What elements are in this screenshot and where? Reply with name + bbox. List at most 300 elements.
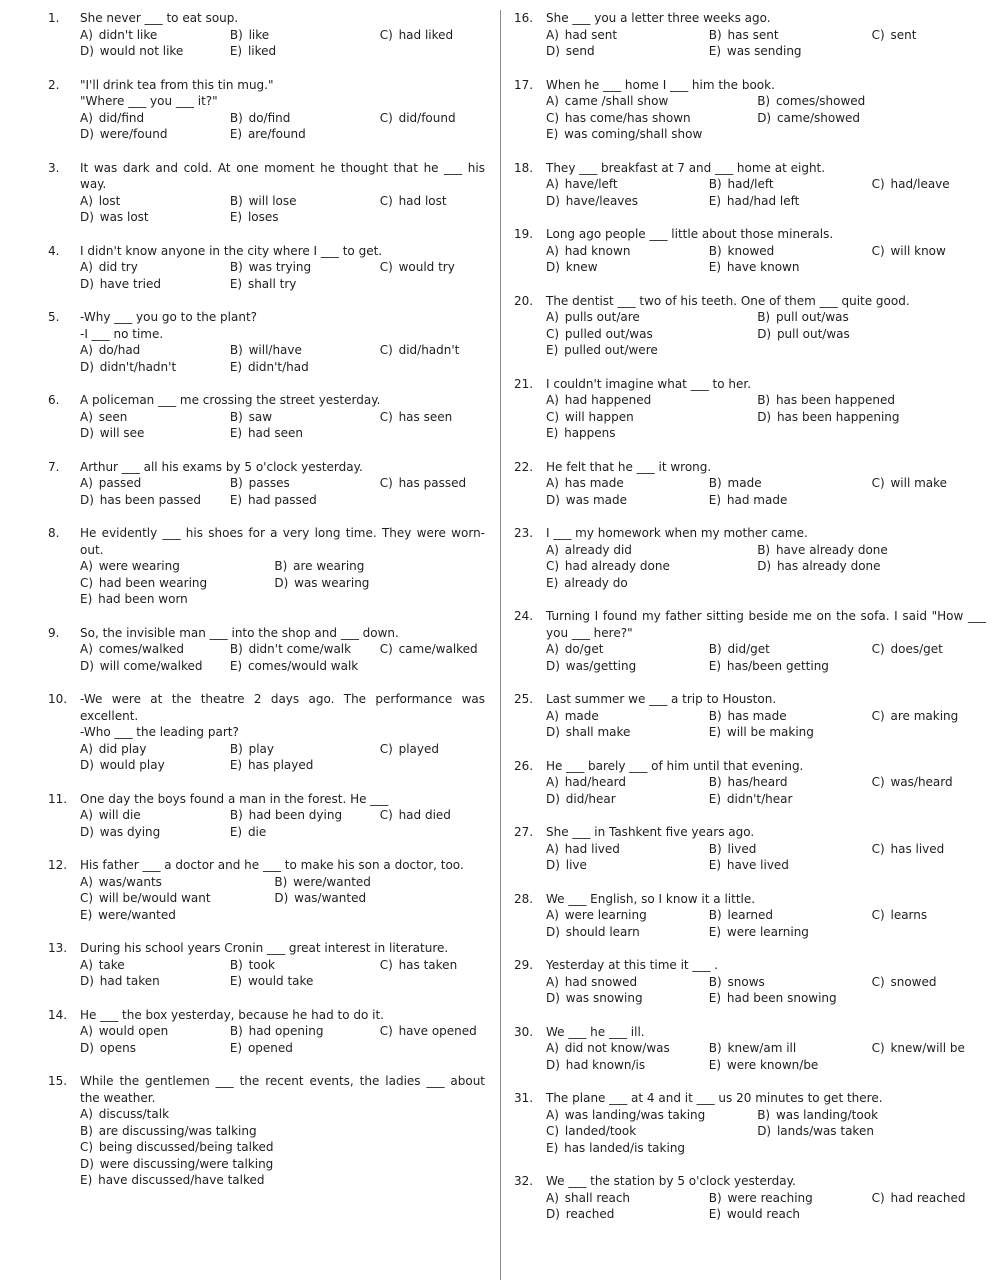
option-letter: E) (708, 193, 722, 208)
option-text: shall reach (564, 1190, 631, 1205)
option-b (230, 475, 380, 492)
option-d (546, 259, 709, 276)
option-letter: C) (379, 808, 393, 822)
question (48, 940, 485, 990)
option-letter: A) (80, 260, 93, 274)
option-d (80, 1040, 230, 1057)
option-text: comes/showed (775, 94, 866, 108)
option-letter: C) (871, 908, 885, 922)
option-letter: C) (80, 1140, 94, 1154)
question (514, 160, 986, 210)
question-body (546, 459, 986, 509)
option-text: should learn (565, 924, 640, 939)
question (48, 10, 485, 60)
option-b (230, 193, 380, 210)
option-letter: E) (229, 1040, 243, 1055)
option-letter: D) (80, 276, 94, 291)
option-c (546, 110, 757, 127)
option-e (230, 43, 380, 60)
question-number: 24. (514, 609, 534, 623)
option-text: landed/took (564, 1124, 637, 1138)
option-a (546, 243, 709, 260)
option-letter: C) (871, 775, 885, 789)
option-letter: A) (80, 741, 93, 756)
question-text: "I'll drink tea from this tin mug." (80, 77, 274, 92)
right-column (500, 10, 1001, 1280)
option-c (380, 259, 485, 276)
option-b (230, 27, 380, 44)
question-body (546, 824, 986, 874)
option-text: came/showed (776, 110, 861, 125)
option-text: did not know/was (564, 1041, 670, 1055)
option-letter: B) (229, 409, 243, 424)
options-grid (80, 475, 485, 508)
option-b (230, 1023, 380, 1040)
option-text: was/wants (98, 874, 162, 889)
options-grid (546, 93, 986, 143)
option-text: send (565, 44, 595, 58)
option-d (80, 126, 230, 143)
option-e (230, 1040, 380, 1057)
option-letter: A) (80, 642, 93, 656)
option-text: will die (98, 808, 141, 822)
option-d (80, 425, 230, 442)
question (48, 160, 485, 226)
options-grid (80, 27, 485, 60)
option-c (546, 558, 757, 575)
option-text: learned (727, 908, 773, 922)
question-body (546, 293, 986, 359)
option-letter: B) (229, 110, 243, 125)
option-text: happens (564, 426, 616, 440)
options-grid (80, 741, 485, 774)
options-grid (80, 1023, 485, 1056)
option-letter: D) (80, 127, 94, 141)
option-letter: B) (708, 476, 722, 490)
option-c (380, 641, 485, 658)
option-text: like (248, 27, 270, 42)
question-number: 13. (48, 941, 68, 955)
option-text: were learning (726, 924, 809, 939)
question-text: While the gentlemen ___ the recent events, the ladies ___ about the weather. (80, 1074, 485, 1105)
options-grid (546, 1107, 986, 1157)
question-number: 25. (514, 692, 534, 706)
option-letter: E) (708, 1057, 722, 1072)
option-text: has played (247, 758, 314, 772)
question-body (546, 691, 986, 741)
question (48, 1007, 485, 1057)
option-text: was snowing (565, 991, 643, 1005)
option-text: was/wanted (294, 891, 367, 905)
question-text: During his school years Cronin ___ great interest in literature. (80, 941, 449, 955)
question-text: She ___ in Tashkent five years ago. (546, 825, 755, 839)
question (48, 857, 485, 923)
option-text: would try (398, 260, 455, 274)
question-text: The dentist ___ two of his teeth. One of them ___ quite good. (546, 293, 910, 308)
option-a (80, 1023, 230, 1040)
option-letter: B) (229, 343, 243, 357)
option-text: did/hadn't (398, 343, 460, 357)
option-text: will come/walked (99, 658, 203, 673)
question-text: We ___ he ___ ill. (546, 1024, 645, 1039)
option-text: have already done (775, 542, 888, 557)
option-letter: B) (80, 1123, 93, 1138)
options-grid (80, 874, 485, 924)
option-text: have tried (99, 276, 161, 291)
question-body (80, 77, 485, 143)
option-d (546, 492, 709, 509)
question-number: 22. (514, 459, 534, 474)
option-d (546, 43, 709, 60)
option-text: was sending (726, 44, 802, 58)
question (514, 1090, 986, 1156)
question (514, 376, 986, 442)
option-c (872, 176, 986, 193)
option-c (380, 342, 485, 359)
question-text: He evidently ___ his shoes for a very long time. They were worn-out. (80, 526, 485, 557)
option-letter: B) (708, 974, 722, 989)
options-grid (80, 807, 485, 840)
options-grid (80, 957, 485, 990)
option-d (80, 824, 230, 841)
option-letter: B) (229, 193, 243, 208)
option-text: was made (565, 492, 628, 507)
option-text: sent (890, 27, 917, 42)
option-text: came /shall show (564, 94, 669, 108)
question-text: Long ago people ___ little about those minerals. (546, 227, 834, 241)
option-a (546, 974, 709, 991)
question (48, 243, 485, 293)
option-letter: E) (229, 758, 243, 772)
option-text: loses (247, 210, 279, 224)
option-text: was/heard (890, 775, 953, 789)
question (48, 525, 485, 608)
question (514, 608, 986, 674)
option-letter: E) (546, 127, 559, 141)
option-text: played (398, 741, 439, 756)
option-text: did/hear (565, 791, 616, 806)
option-letter: D) (546, 658, 560, 673)
option-c (380, 110, 485, 127)
option-a (80, 475, 230, 492)
option-letter: A) (80, 957, 93, 972)
option-a (546, 309, 757, 326)
question-text: Turning I found my father sitting beside me on the sofa. I said "How ___ you ___ here?" (546, 609, 986, 640)
option-text: knew/am ill (727, 1041, 797, 1055)
question-number: 32. (514, 1174, 534, 1188)
option-text: had been worn (98, 592, 188, 606)
question-text: I couldn't imagine what ___ to her. (546, 376, 752, 391)
option-c (872, 641, 986, 658)
option-text: was trying (248, 260, 312, 274)
option-text: would open (98, 1024, 169, 1038)
option-letter: A) (80, 343, 93, 357)
option-letter: D) (757, 1124, 772, 1138)
option-letter: D) (546, 924, 560, 939)
option-b (709, 1040, 872, 1057)
option-text: would take (247, 974, 314, 988)
option-a (546, 1107, 757, 1124)
options-grid (80, 558, 485, 608)
option-text: have/left (564, 177, 618, 191)
question-text: -I ___ no time. (80, 326, 164, 341)
option-letter: A) (546, 27, 559, 42)
option-letter: C) (546, 1124, 560, 1138)
question-text: She ___ you a letter three weeks ago. (546, 11, 771, 25)
question-body (80, 857, 485, 923)
option-text: do/had (98, 343, 141, 357)
option-letter: C) (871, 642, 885, 656)
option-c (80, 1139, 485, 1156)
option-text: had been snowing (726, 991, 837, 1005)
question-number: 29. (514, 958, 534, 972)
option-c (546, 1123, 757, 1140)
question-text: One day the boys found a man in the forest. He ___ (80, 791, 389, 806)
question-body (80, 160, 485, 226)
option-letter: D) (80, 974, 94, 988)
question-number: 31. (514, 1091, 534, 1105)
option-text: was landing/took (775, 1107, 879, 1122)
option-text: has been happening (776, 409, 900, 424)
question (48, 459, 485, 509)
option-letter: A) (80, 559, 93, 573)
options-grid (80, 110, 485, 143)
option-text: had lost (398, 193, 447, 208)
option-letter: C) (379, 476, 393, 490)
option-letter: C) (871, 708, 885, 723)
option-e (230, 425, 380, 442)
option-text: have discussed/have talked (98, 1173, 265, 1187)
option-letter: C) (379, 409, 393, 424)
question-number: 20. (514, 293, 534, 308)
option-a (546, 841, 709, 858)
option-letter: B) (708, 908, 722, 922)
option-text: lands/was taken (776, 1124, 874, 1138)
option-a (546, 774, 709, 791)
option-e (230, 658, 380, 675)
option-c (80, 575, 274, 592)
option-e (709, 1057, 872, 1074)
option-b (709, 475, 872, 492)
option-e (546, 575, 757, 592)
option-a (546, 27, 709, 44)
option-text: die (247, 824, 267, 839)
option-e (80, 1172, 485, 1189)
option-letter: C) (379, 260, 393, 274)
question-text: They ___ breakfast at 7 and ___ home at eight. (546, 160, 826, 175)
option-b (230, 409, 380, 426)
option-text: didn't/hadn't (99, 359, 177, 374)
option-letter: C) (379, 957, 393, 972)
option-a (546, 641, 709, 658)
option-a (546, 475, 709, 492)
option-text: seen (98, 409, 128, 424)
option-text: will/have (248, 343, 302, 357)
option-letter: A) (80, 808, 93, 822)
option-letter: C) (379, 193, 393, 208)
option-letter: D) (546, 492, 560, 507)
option-letter: C) (379, 110, 393, 125)
option-b (230, 957, 380, 974)
question-body (80, 691, 485, 774)
question-number: 1. (48, 11, 60, 25)
option-b (709, 907, 872, 924)
question-text: The plane ___ at 4 and it ___ us 20 minutes to get there. (546, 1091, 883, 1105)
option-d (80, 973, 230, 990)
option-letter: D) (546, 1057, 560, 1072)
option-text: has/been getting (726, 658, 829, 673)
question-body (80, 940, 485, 990)
option-e (709, 43, 872, 60)
option-text: has already done (776, 559, 881, 573)
question-text: He ___ the box yesterday, because he had to do it. (80, 1007, 384, 1022)
question-number: 8. (48, 526, 60, 540)
options-grid (546, 243, 986, 276)
option-b (757, 542, 986, 559)
option-letter: B) (708, 27, 722, 42)
option-letter: B) (757, 94, 771, 108)
option-text: were reaching (727, 1190, 813, 1205)
option-text: comes/would walk (247, 658, 359, 673)
options-grid (546, 974, 986, 1007)
question-body (546, 891, 986, 941)
option-letter: B) (757, 1107, 771, 1122)
option-a (80, 1106, 485, 1123)
option-letter: D) (80, 758, 94, 772)
option-a (546, 542, 757, 559)
option-letter: A) (546, 1190, 559, 1205)
option-letter: A) (546, 841, 559, 856)
option-c (872, 708, 986, 725)
option-text: took (248, 957, 275, 972)
option-letter: E) (229, 359, 243, 374)
option-text: lost (98, 193, 121, 208)
question (514, 525, 986, 591)
question (48, 1073, 485, 1189)
option-c (872, 774, 986, 791)
option-text: are discussing/was talking (98, 1123, 257, 1138)
option-text: was wearing (294, 575, 370, 590)
option-letter: E) (229, 426, 243, 440)
option-letter: D) (546, 791, 560, 806)
option-letter: E) (708, 44, 722, 58)
option-b (709, 176, 872, 193)
option-letter: E) (229, 974, 243, 988)
option-a (546, 907, 709, 924)
question-body (546, 10, 986, 60)
option-letter: A) (546, 642, 559, 656)
option-b (709, 708, 872, 725)
question-text: Arthur ___ all his exams by 5 o'clock yesterday. (80, 459, 363, 474)
options-grid (546, 907, 986, 940)
option-d (546, 990, 709, 1007)
option-a (546, 1190, 709, 1207)
option-letter: B) (708, 177, 722, 191)
option-letter: D) (546, 858, 560, 872)
option-letter: A) (546, 708, 559, 723)
question-body (546, 1173, 986, 1223)
option-text: will be making (726, 725, 814, 739)
option-letter: A) (80, 110, 93, 125)
option-letter: C) (871, 1041, 885, 1055)
question-text: He ___ barely ___ of him until that evening. (546, 758, 804, 773)
options-grid (546, 1040, 986, 1073)
option-letter: B) (229, 642, 243, 656)
option-e (709, 193, 872, 210)
option-a (80, 807, 230, 824)
options-grid (80, 259, 485, 292)
option-e (230, 209, 380, 226)
option-e (709, 990, 872, 1007)
question-number: 9. (48, 625, 60, 640)
option-text: pulls out/are (564, 310, 640, 324)
option-text: were/wanted (293, 874, 371, 889)
option-letter: A) (546, 974, 559, 989)
option-letter: D) (546, 725, 560, 739)
option-text: are/found (247, 127, 306, 141)
option-letter: E) (708, 991, 722, 1005)
option-c (80, 890, 274, 907)
option-b (757, 392, 986, 409)
option-a (546, 392, 757, 409)
option-text: had known (564, 243, 631, 258)
option-letter: E) (546, 426, 559, 440)
options-grid (546, 841, 986, 874)
option-text: made (564, 708, 599, 723)
option-letter: D) (80, 426, 94, 440)
option-e (230, 359, 380, 376)
option-letter: D) (757, 559, 772, 573)
option-text: had/leave (890, 177, 950, 191)
options-grid (546, 392, 986, 442)
option-text: passes (248, 476, 290, 490)
option-text: pulled out/was (564, 326, 653, 341)
question-body (80, 1007, 485, 1057)
option-letter: D) (80, 359, 94, 374)
option-c (546, 326, 757, 343)
option-letter: B) (757, 393, 771, 407)
option-letter: C) (871, 243, 885, 258)
options-grid (80, 1106, 485, 1189)
question-number: 5. (48, 310, 60, 324)
options-grid (546, 774, 986, 807)
question-body (546, 160, 986, 210)
option-letter: D) (757, 326, 772, 341)
option-b (80, 1123, 485, 1140)
option-a (546, 176, 709, 193)
option-d (80, 492, 230, 509)
option-text: live (565, 858, 587, 872)
option-letter: A) (80, 874, 93, 889)
option-a (80, 874, 274, 891)
option-letter: C) (546, 559, 560, 573)
option-text: had/left (727, 177, 774, 191)
question-number: 18. (514, 160, 534, 175)
option-text: has passed (398, 476, 467, 490)
option-d (274, 575, 485, 592)
option-letter: A) (80, 193, 93, 208)
option-a (546, 93, 757, 110)
option-text: didn't like (98, 27, 158, 42)
option-letter: E) (546, 575, 559, 590)
option-b (709, 974, 872, 991)
question-number: 23. (514, 526, 534, 540)
option-text: passed (98, 476, 142, 490)
option-text: didn't come/walk (248, 642, 352, 656)
option-text: snows (727, 974, 765, 989)
question (48, 691, 485, 774)
option-d (546, 658, 709, 675)
